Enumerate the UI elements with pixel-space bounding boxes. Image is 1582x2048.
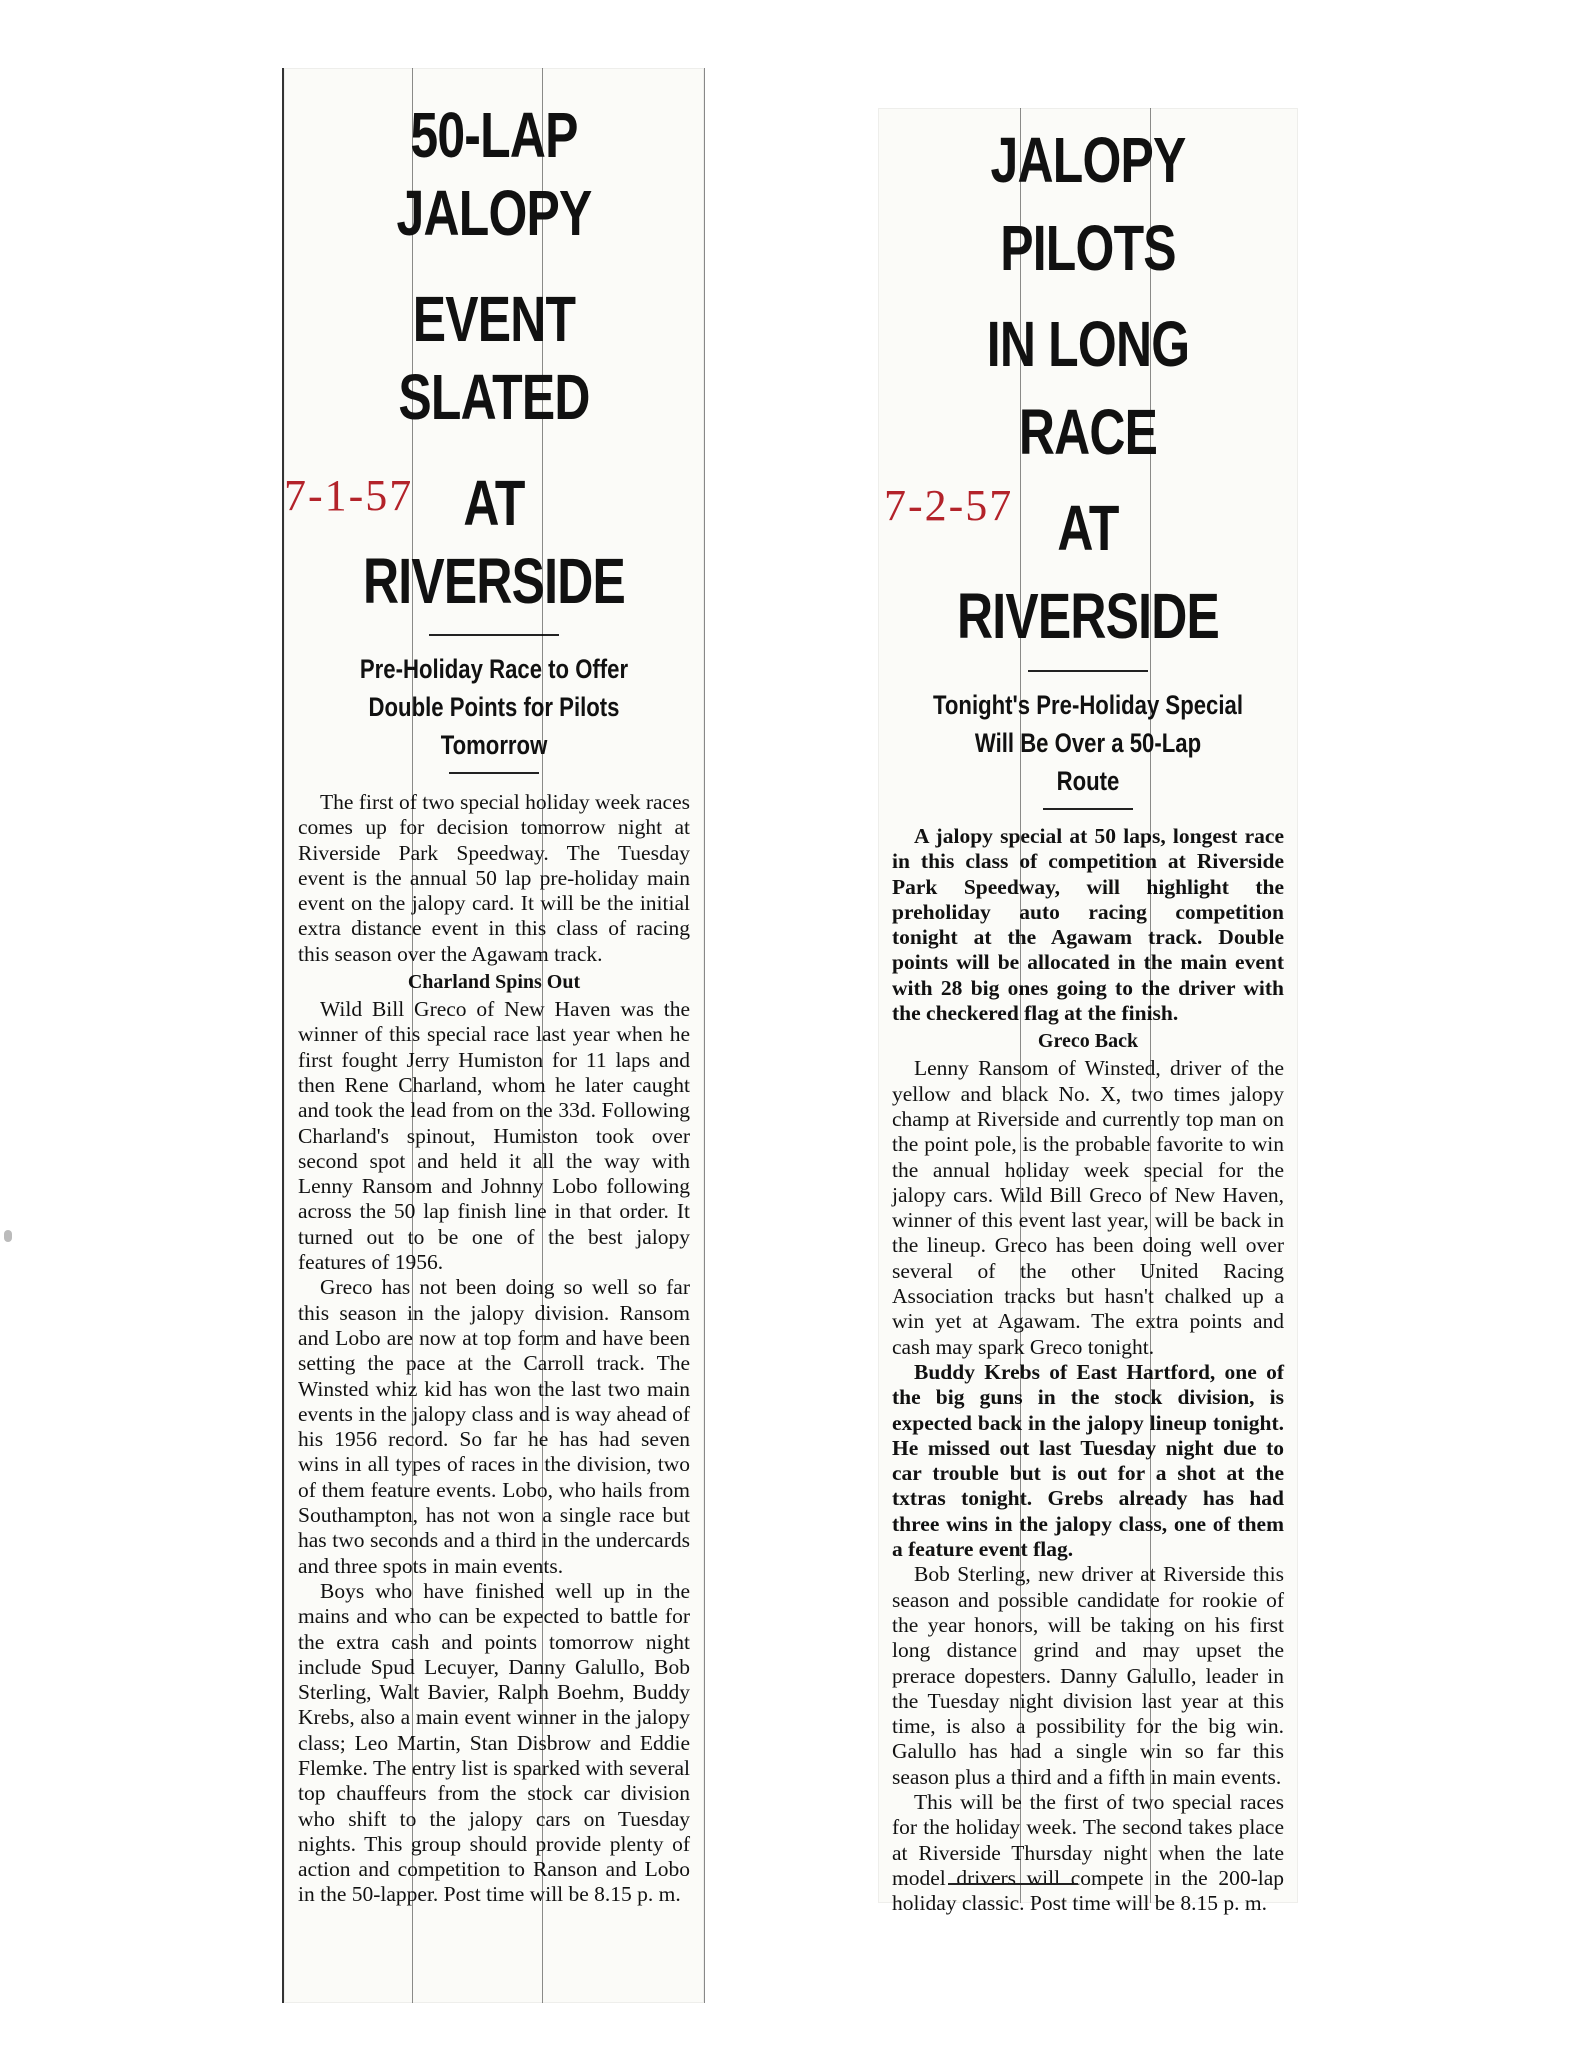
article-paragraph: A jalopy special at 50 laps, longest race in this class of competition at Riverside Park Speedway, will highlight the preholiday auto racing competition tonight at the Agawam track. Double points will be allocated in the main event with 28 big ones going to the driver with the checkered flag at the finish. xyxy=(892,824,1284,1026)
article-paragraph: Bob Sterling, new driver at Riverside this season and possible candidate for rookie of the year honors, will be taking on his first long distance grind and may upset the prerace dopesters. Danny Galullo, leader in the Tuesday night division last year at this time, is also a possibility for the big win. Galullo has had a single win so far this season plus a third and a fifth in main events. xyxy=(892,1562,1284,1789)
article-paragraph: Buddy Krebs of East Hartford, one of the big guns in the stock division, is expected back in the jalopy lineup tonight. He missed out last Tuesday night due to car trouble but is out for a shot at the txtras tonight. Grebs already has had three wins in the jalopy class, one of them a feature event flag. xyxy=(892,1359,1284,1562)
subhead-line: Route xyxy=(1056,766,1120,796)
section-heading: Charland Spins Out xyxy=(407,971,581,994)
article-paragraph: Boys who have finished well up in the mains and who can be expected to battle for the extra cash and points tomorrow night include Spud Lecuyer, Danny Galullo, Bob Sterling, Walt Bavier, Ralph Boehm, Buddy Krebs, also a main event winner in the jalopy class; Leo Martin, Stan Disbrow and Eddie Flemke. The entry list is sparked with several top chauffeurs from the stock car division who shift to the jalopy cars on Tuesday nights. This group should provide plenty of action and competition to Ranson and Lobo in the 50-lapper. Post time will be 8.15 p. m. xyxy=(298,1578,690,1907)
article-paragraph: The first of two special holiday week races comes up for decision tomorrow night at Riverside Park Speedway. The Tuesday event is the annual 50 lap pre-holiday main event on the jalopy card. It will be the initial extra distance event in this class of racing this season over the Agawam track. xyxy=(298,790,690,966)
handwritten-date: 7-2-57 xyxy=(884,481,1014,530)
right-subhead xyxy=(878,686,1298,800)
subhead-line: Tomorrow xyxy=(440,730,548,760)
right-headline xyxy=(878,116,1298,660)
divider xyxy=(1043,808,1133,810)
right-body xyxy=(892,824,1284,1916)
headline-line: 50-LAP JALOPY xyxy=(396,99,592,249)
section-heading: Greco Back xyxy=(1037,1030,1139,1053)
headline-line: JALOPY PILOTS xyxy=(990,124,1186,284)
right-clipping xyxy=(878,108,1298,1916)
subhead-line: Pre-Holiday Race to Offer xyxy=(359,654,629,684)
divider xyxy=(449,772,539,774)
headline-line: AT RIVERSIDE xyxy=(956,492,1220,652)
left-body xyxy=(298,790,690,1908)
article-paragraph: Wild Bill Greco of New Haven was the winner of this special race last year when he first fought Jerry Humiston for 11 laps and then Rene Charland, whom he later caught and took the lead from on the 33d. Following Charland's spinout, Humiston took over second spot and held it all the way with Lenny Ransom and Johnny Lobo following across the 50 lap finish line in that order. It turned out to be one of the best jalopy features of 1956. xyxy=(298,997,690,1275)
subhead-line: Double Points for Pilots xyxy=(368,692,620,722)
headline-line: EVENT SLATED xyxy=(398,283,590,433)
left-headline xyxy=(284,96,704,620)
headline-line: IN LONG RACE xyxy=(986,308,1190,468)
article-paragraph: This will be the first of two special races for the holiday week. The second takes place at Riverside Thursday night when the late model drivers will compete in the 200-lap holiday classic. Post time will be 8.15 p. m. xyxy=(892,1789,1284,1916)
subhead-line: Will Be Over a 50-Lap xyxy=(974,728,1202,758)
divider xyxy=(429,634,559,636)
scan-speck xyxy=(4,1230,12,1242)
divider xyxy=(1028,670,1148,672)
article-paragraph: Lenny Ransom of Winsted, driver of the yellow and black No. X, two times jalopy champ at Riverside and currently top man on the point pole, is the probable favorite to win the annual holiday week special for the jalopy cars. Wild Bill Greco of New Haven, winner of this event last year, will be back in the lineup. Greco has been doing well over several of the other United Racing Association tracks but hasn't chalked up a win yet at Agawam. The extra points and cash may spark Greco tonight. xyxy=(892,1056,1284,1359)
subhead-line: Tonight's Pre-Holiday Special xyxy=(933,690,1243,720)
headline-line: AT RIVERSIDE xyxy=(362,467,626,617)
handwritten-date: 7-1-57 xyxy=(284,471,414,520)
left-subhead xyxy=(284,650,704,764)
article-paragraph: Greco has not been doing so well so far this season in the jalopy division. Ransom and Lobo are now at top form and have been setting the pace at the Carroll track. The Winsted whiz kid has won the last two main events in the jalopy class and is way ahead of his 1956 record. So far he has had seven wins in all types of races in the division, two of them feature events. Lobo, who hails from Southampton, has not won a single race but has two seconds and a third in the undercards and three spots in main events. xyxy=(298,1275,690,1578)
divider xyxy=(948,1883,1078,1885)
left-clipping xyxy=(282,68,705,2003)
